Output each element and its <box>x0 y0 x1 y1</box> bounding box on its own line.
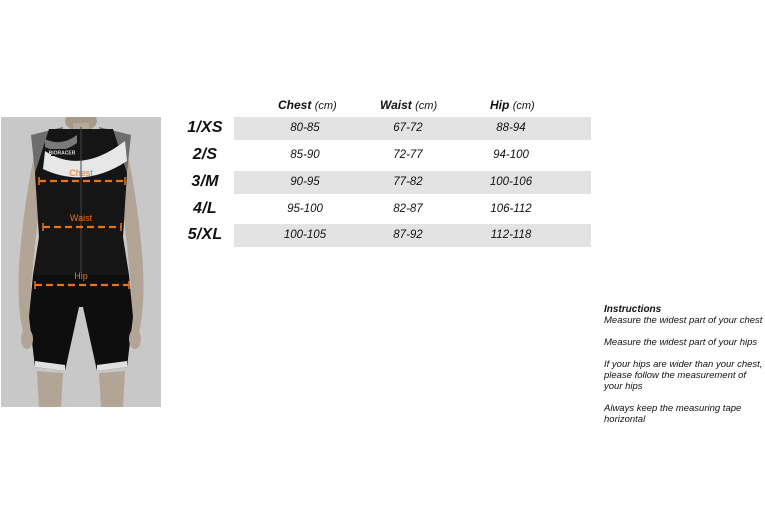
instruction-item: Measure the widest part of your chest <box>604 315 763 326</box>
instruction-item: please follow the measurement of your hips <box>604 370 747 392</box>
svg-text:BIORACER: BIORACER <box>48 150 76 157</box>
chest-value: 85-90 <box>290 149 320 161</box>
table-row <box>180 144 591 167</box>
chest-value: 90-95 <box>290 176 320 188</box>
waist-value: 67-72 <box>393 122 423 134</box>
chest-value: 95-100 <box>287 203 323 215</box>
table-row <box>180 224 591 247</box>
chest-value: 80-85 <box>290 122 320 134</box>
waist-value: 87-92 <box>393 229 423 241</box>
instructions-title: Instructions <box>604 304 662 315</box>
instruction-item: Always keep the measuring tape horizontal <box>604 403 742 425</box>
waist-value: 77-82 <box>393 176 423 188</box>
hip-value: 88-94 <box>496 122 526 134</box>
waist-label: Waist <box>69 213 93 223</box>
header-hip: Hip (cm) <box>490 98 535 112</box>
hip-value: 94-100 <box>493 149 529 161</box>
table-row <box>180 171 591 194</box>
size-label: 1/XS <box>187 119 223 136</box>
size-label: 4/L <box>193 200 217 217</box>
header-waist: Waist (cm) <box>380 98 438 112</box>
chest-value: 100-105 <box>283 229 327 241</box>
size-label: 5/XL <box>187 226 223 243</box>
size-label: 2/S <box>192 146 218 163</box>
chest-label: Chest <box>69 168 93 178</box>
hip-label: Hip <box>74 271 88 281</box>
header-chest: Chest (cm) <box>278 98 337 112</box>
table-row <box>180 117 591 140</box>
instruction-item: If your hips are wider than your chest, <box>604 359 763 370</box>
waist-value: 82-87 <box>393 203 423 215</box>
size-label: 3/M <box>191 173 219 190</box>
cycling-kit-illustration <box>1 117 161 407</box>
waist-value: 72-77 <box>393 149 423 161</box>
model-photo <box>1 117 161 407</box>
hip-value: 100-106 <box>489 176 533 188</box>
instructions-panel <box>604 304 764 425</box>
instruction-item: Measure the widest part of your hips <box>604 337 758 348</box>
hip-value: 106-112 <box>490 203 532 215</box>
hip-value: 112-118 <box>490 229 532 241</box>
table-row <box>180 198 591 221</box>
